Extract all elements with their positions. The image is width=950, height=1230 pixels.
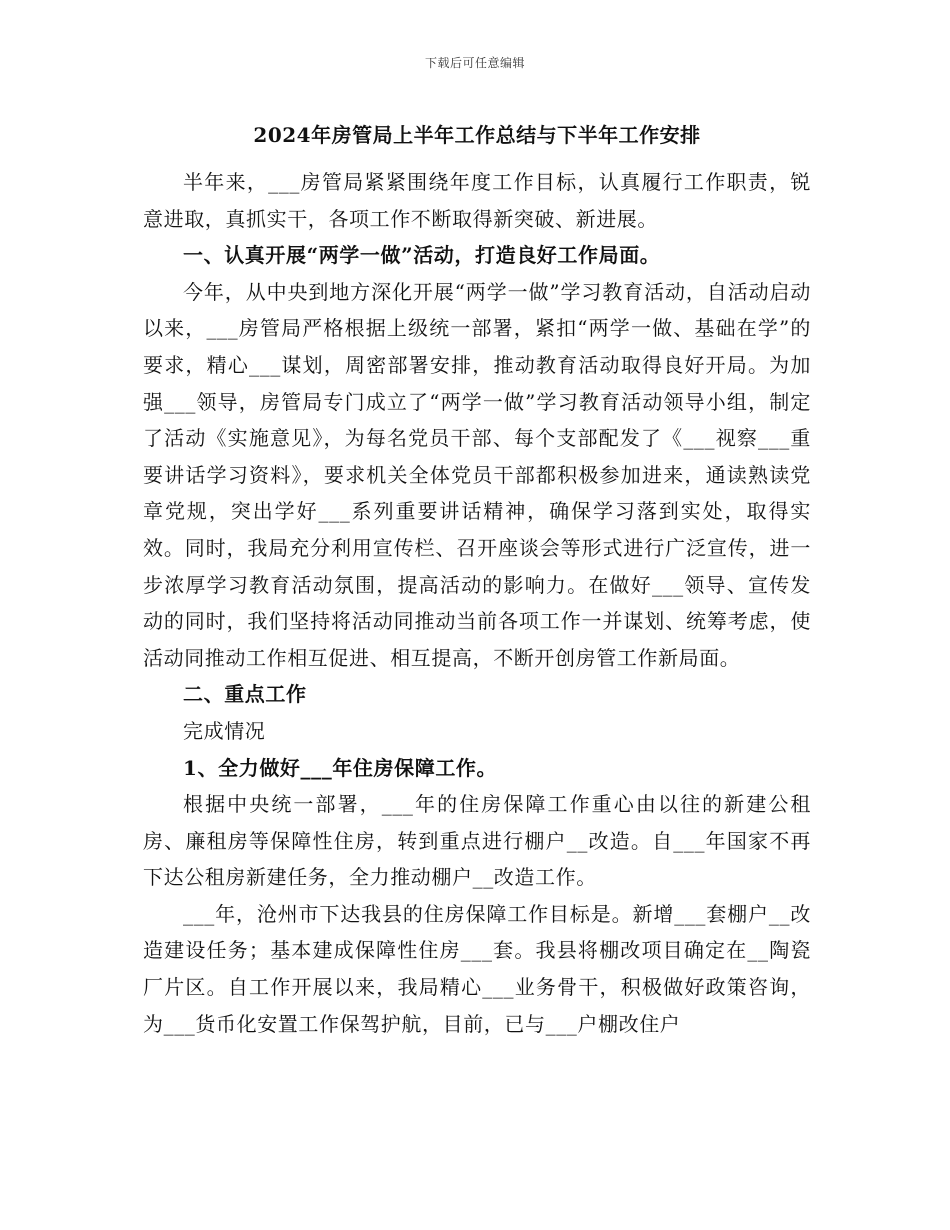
- page-header-note: 下载后可任意编辑: [424, 56, 525, 70]
- item-1-paragraph-1: 根据中央统一部署，___年的住房保障工作重心由以往的新建公租房、廉租房等保障性住房，转到重点进行棚户__改造。自___年国家不再下达公租房新建任务，全力推动棚户__改造工作。: [143, 792, 811, 890]
- document-title: 2024年房管局上半年工作总结与下半年工作安排: [253, 123, 701, 147]
- subheading-completion: 完成情况: [183, 718, 266, 743]
- section-1-paragraph: 今年，从中央到地方深化开展“两学一做”学习教育活动，自活动启动以来，___房管局严格根据上级统一部署，紧扣“两学一做、基础在学”的要求，精心___谋划，周密部署安排，推动教育活动取得良好开局。为加强___领导，房管局专门成立了“两学一做”学习教育活动领导小组，制定了活动《实施意见》，为每名党员干部、每个支部配发了《___视察___重要讲话学习资料》，要求机关全体党员干部都积极参加进来，通读熟读党章党规，突出学好___系列重要讲话精神，确保学习落到实处，取得实效。同时，我局充分利用宣传栏、召开座谈会等形式进行广泛宣传，进一步浓厚学习教育活动氛围，提高活动的影响力。在做好___领导、宣传发动的同时，我们坚持将活动同推动当前各项工作一并谋划、统筹考虑，使活动同推动工作相互促进、相互提高，不断开创房管工作新局面。: [143, 279, 811, 670]
- section-heading-2: 二、重点工作: [183, 682, 307, 707]
- section-heading-1: 一、认真开展“两学一做”活动，打造良好工作局面。: [183, 243, 661, 268]
- intro-paragraph: 半年来，___房管局紧紧围绕年度工作目标，认真履行工作职责，锐意进取，真抓实干，各项工作不断取得新突破、新进展。: [143, 170, 811, 231]
- item-heading-1: 1、全力做好___年住房保障工作。: [183, 755, 498, 780]
- document-body: [143, 120, 811, 1042]
- item-1-paragraph-2: ___年，沧州市下达我县的住房保障工作目标是。新增___套棚户__改造建设任务；基本建成保障性住房___套。我县将棚改项目确定在__陶瓷厂片区。自工作开展以来，我局精心___业务骨干，积极做好政策咨询，为___货币化安置工作保驾护航，目前，已与___户棚改住户: [143, 901, 811, 1036]
